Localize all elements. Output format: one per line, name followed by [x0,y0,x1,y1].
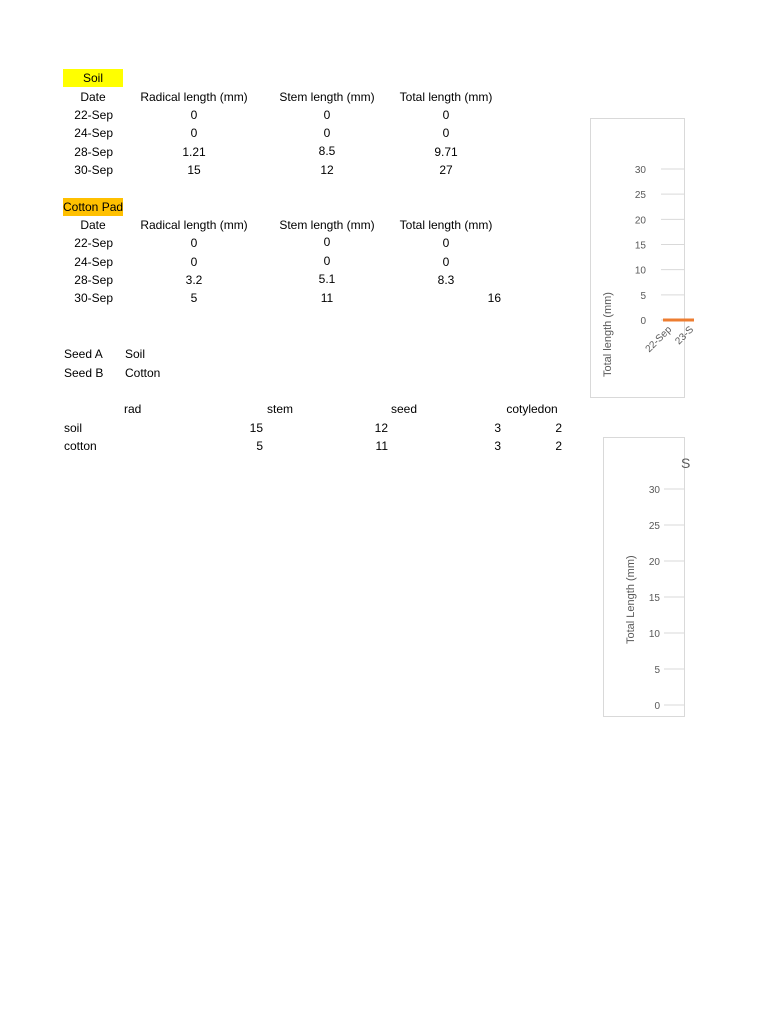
y-tick-label: 5 [640,290,646,302]
cotton-header-radical: Radical length (mm) [140,218,248,232]
y-tick-label: 0 [640,316,646,327]
soil-total-cell: 0 [442,126,450,140]
soil-stem-cell: 0 [323,126,331,140]
y-tick-label: 25 [648,521,660,532]
soil-header-total: Total length (mm) [399,90,493,104]
parts-value-cell: 5 [256,439,263,453]
soil-total-cell: 9.71 [434,145,458,159]
cotton-table-title: Cotton Pad [63,200,124,214]
cotton-header-stem: Stem length (mm) [279,218,375,232]
parts-value-cell: 2 [555,421,562,435]
soil-date-cell: 28-Sep [74,145,113,159]
soil-total-cell: 0 [442,108,450,122]
soil-header-stem: Stem length (mm) [279,90,375,104]
parts-header-seed: seed [390,402,418,416]
parts-value-cell: 12 [374,421,388,435]
cotton-total-cell: 0 [442,255,450,269]
seed-a-label: Seed A [64,347,103,361]
y-tick-label: 15 [648,593,660,604]
cotton-total-cell: 0 [442,236,450,250]
soil-table-title: Soil [63,69,123,87]
seed-b-label: Seed B [64,366,104,380]
parts-header-cotyledon: cotyledon [506,402,558,416]
y-tick-label: 0 [654,701,660,712]
chart2-svg [604,438,691,716]
soil-header-radical: Radical length (mm) [140,90,248,104]
soil-date-cell: 24-Sep [74,126,113,140]
x-tick-label: 23-S [673,324,697,348]
y-tick-label: 5 [654,665,660,676]
soil-radical-cell: 15 [187,163,201,177]
parts-value-cell: 15 [249,421,263,435]
seed-a-value: Soil [125,347,146,361]
chart1-y-axis-label: Total length (mm) [602,292,614,377]
cotton-total-cell: 16 [487,291,501,305]
cotton-date-cell: 30-Sep [74,291,113,305]
chart2-title-fragment: S [681,455,691,471]
cotton-radical-cell: 5 [190,291,198,305]
cotton-date-cell: 22-Sep [74,236,113,250]
cotton-header-date: Date [80,218,106,232]
cotton-stem-cell: 11 [320,291,334,305]
parts-value-cell: 2 [555,439,562,453]
parts-value-cell: 3 [494,421,501,435]
soil-radical-cell: 0 [190,126,198,140]
soil-header-date: Date [80,90,106,104]
x-tick-label: 22-Sep [643,324,675,355]
cotton-stem-cell: 0 [323,235,331,249]
y-tick-label: 15 [634,240,646,252]
chart1-svg [591,119,697,397]
cotton-date-cell: 24-Sep [74,255,113,269]
cotton-radical-cell: 3.2 [185,273,203,287]
y-tick-label: 10 [634,265,646,277]
soil-radical-cell: 0 [190,108,198,122]
y-tick-label: 10 [648,629,660,640]
y-tick-label: 30 [634,165,646,176]
soil-radical-cell: 1.21 [182,145,206,159]
cotton-header-total: Total length (mm) [399,218,493,232]
soil-total-cell: 27 [439,163,453,177]
soil-total-length-chart[interactable] [590,118,697,398]
cotton-stem-cell: 5.1 [318,272,336,286]
parts-row-name: soil [64,421,83,435]
chart2-y-axis-label: Total Length (mm) [625,555,637,644]
soil-date-cell: 22-Sep [74,108,113,122]
cotton-total-cell: 8.3 [437,273,455,287]
soil-stem-cell: 12 [320,163,334,177]
y-tick-label: 30 [648,485,660,496]
parts-value-cell: 11 [375,439,388,453]
y-tick-label: 20 [648,557,660,568]
cotton-stem-cell: 0 [323,254,331,268]
soil-stem-cell: 0 [323,108,331,122]
y-tick-label: 20 [634,215,646,227]
y-tick-label: 25 [634,190,646,202]
parts-value-cell: 3 [494,439,501,453]
cotton-total-length-chart[interactable] [603,437,691,717]
parts-header-stem: stem [266,402,293,416]
cotton-radical-cell: 0 [190,255,198,269]
parts-header-rad: rad [124,402,142,416]
cotton-date-cell: 28-Sep [74,273,113,287]
cotton-radical-cell: 0 [190,236,198,250]
seed-b-value: Cotton [125,366,161,380]
parts-row-name: cotton [64,439,97,453]
soil-stem-cell: 8.5 [318,144,336,158]
soil-date-cell: 30-Sep [74,163,113,177]
